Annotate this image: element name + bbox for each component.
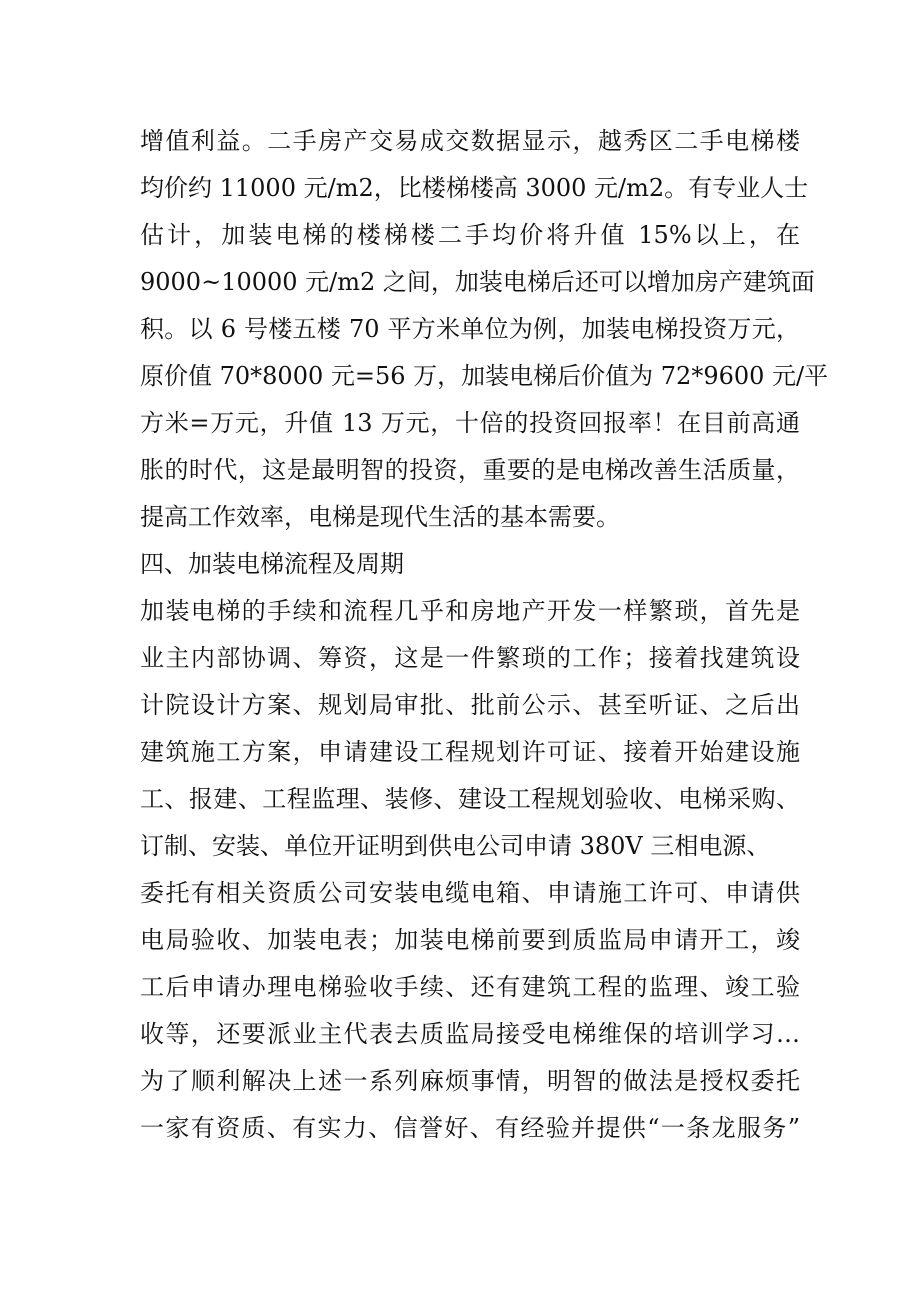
text-line-6: 原价值 70*8000 元=56 万，加装电梯后价值为 72*9600 元/平 [140, 362, 829, 390]
text-line-16: 订制、安装、单位开证明到供电公司申请 380V 三相电源、 [140, 832, 771, 860]
text-line-7: 方米=万元，升值 13 万元，十倍的投资回报率！在目前高通 [140, 409, 800, 437]
text-line-4: 9000~10000 元/m2 之间，加装电梯后还可以增加房产建筑面 [140, 268, 815, 296]
text-line-18: 电局验收、加装电表；加装电梯前要到质监局申请开工，竣 [140, 926, 800, 954]
text-line-5: 积。以 6 号楼五楼 70 平方米单位为例，加装电梯投资万元， [140, 315, 800, 343]
text-line-19: 工后申请办理电梯验收手续、还有建筑工程的监理、竣工验 [140, 973, 800, 1001]
text-line-21: 为了顺利解决上述一系列麻烦事情，明智的做法是授权委托 [140, 1067, 800, 1095]
text-line-11: 加装电梯的手续和流程几乎和房地产开发一样繁琐，首先是 [140, 597, 800, 625]
text-line-14: 建筑施工方案，申请建设工程规划许可证、接着开始建设施 [140, 738, 800, 766]
text-line-9: 提高工作效率，电梯是现代生活的基本需要。 [140, 503, 620, 531]
text-line-22: 一家有资质、有实力、信誉好、有经验并提供“一条龙服务” [140, 1114, 800, 1142]
section-heading: 四、加装电梯流程及周期 [140, 550, 404, 578]
text-line-8: 胀的时代，这是最明智的投资，重要的是电梯改善生活质量， [140, 456, 800, 484]
text-line-12: 业主内部协调、筹资，这是一件繁琐的工作；接着找建筑设 [140, 644, 800, 672]
text-line-2: 均价约 11000 元/m2，比楼梯楼高 3000 元/m2。有专业人士 [140, 174, 809, 202]
text-line-20: 收等，还要派业主代表去质监局接受电梯维保的培训学习… [140, 1020, 800, 1048]
text-line-1: 增值利益。二手房产交易成交数据显示，越秀区二手电梯楼 [140, 127, 800, 155]
text-line-13: 计院设计方案、规划局审批、批前公示、甚至听证、之后出 [140, 691, 800, 719]
document-body [140, 118, 829, 1152]
text-line-3: 估计，加装电梯的楼梯楼二手均价将升值 15%以上，在 [140, 221, 800, 249]
text-line-17: 委托有相关资质公司安装电缆电箱、申请施工许可、申请供 [140, 879, 800, 907]
text-line-15: 工、报建、工程监理、装修、建设工程规划验收、电梯采购、 [140, 785, 800, 813]
